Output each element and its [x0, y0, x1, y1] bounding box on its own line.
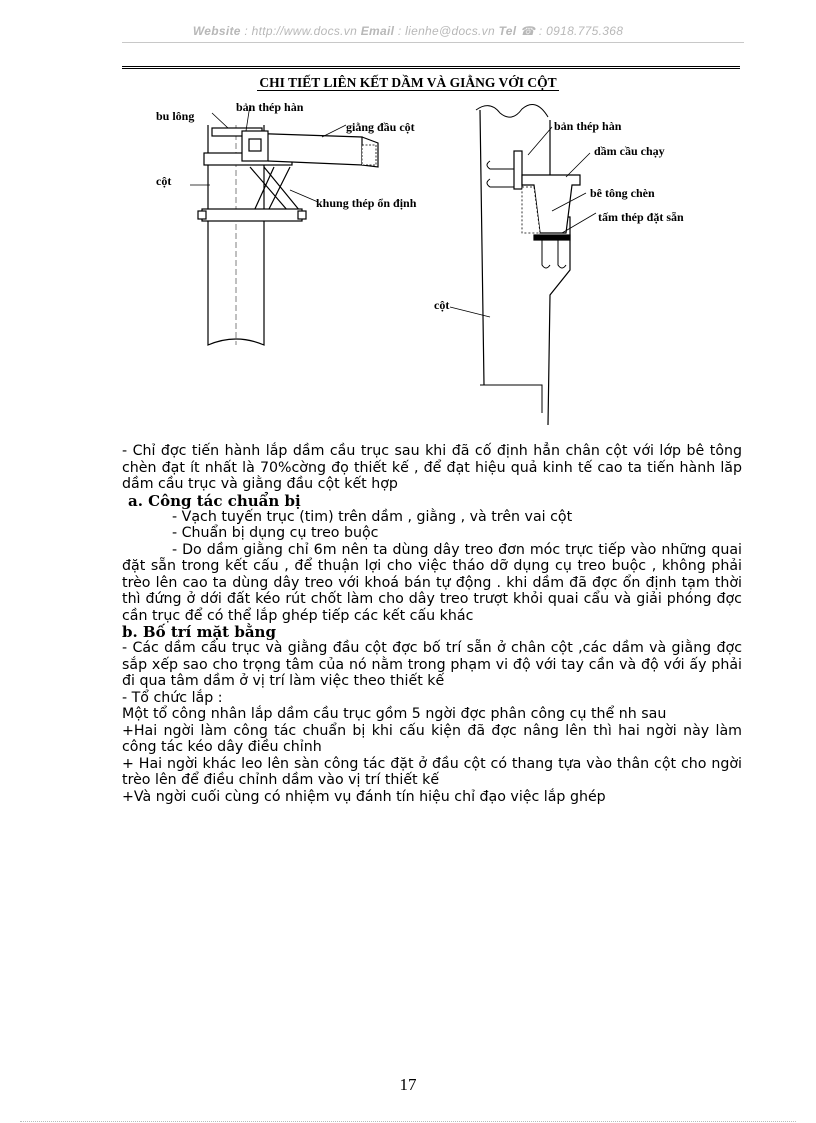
page-header: [0, 24, 816, 38]
bracket-frame: [250, 167, 300, 211]
corbel-column: [480, 110, 570, 425]
prep-item-2: - Chuẩn bị dụng cụ treo buộc: [172, 525, 379, 541]
layout-paragraph-2: - Tổ chức lắp :: [122, 689, 223, 706]
layout-paragraph-1: - Các dầm cầu trục và giằng đầu cột đợc bố trí sẵn ở chân cột ,các dầm và giằng đợc sắp xếp sao cho trọng tâm của nó nằm trong phạm vi độ với tay cần và độ với ấy phải đi qua tâm dầm ở vị trí làm việc theo thiết kế: [122, 640, 742, 689]
label-tam-thep: tấm thép đặt sẵn: [598, 210, 684, 224]
label-giang-dau-cot: giằng đầu cột: [346, 120, 415, 134]
top-rule: [122, 66, 740, 71]
embedded-plate: [534, 235, 570, 240]
label-khung-thep: khung thép ổn định: [316, 196, 417, 210]
tel-label: Tel: [498, 24, 517, 38]
label-cot-right: cột: [434, 298, 450, 312]
layout-paragraph-6: +Và ngời cuối cùng có nhiệm vụ đánh tín hiệu chỉ đạo việc lắp ghép: [122, 788, 606, 805]
weld-plate: [242, 131, 268, 161]
prep-item-1: - Vạch tuyến trục (tim) trên dầm , giằng , và trên vai cột: [172, 508, 573, 525]
email-address: : lienhe@docs.vn: [397, 24, 495, 38]
connection-detail-diagram: [150, 95, 750, 425]
prep-item-3: - Do dầm giằng chỉ 6m nên ta dùng dây treo đơn móc trực tiếp vào những quai đặt sẵn trong kết cấu , để thuận lợi cho việc tháo dỡ dụng cụ treo buộc , không phải trèo lên cao ta dùng dây treo với khoá bán tự động . khi dầm đã đợc ổn định tạm thời thì đứng ở dới đất kéo rút chốt làm cho dây treo trượt khỏi quai cẩu và giải phóng đợc cần trục để có thể lắp ghép tiếp các kết cấu khác: [122, 541, 742, 624]
intro-paragraph: - Chỉ đợc tiến hành lắp dầm cầu trục sau khi đã cố định hẳn chân cột với lớp bê tông chèn đạt ít nhất là 70%cờng đọ thiết kế , để đạt hiệu quả kinh tế cao ta tiến hành lăp dầm cầu trục và giằng đầu cột kết hợp: [122, 443, 742, 492]
label-be-tong-chen: bê tông chèn: [590, 186, 655, 200]
label-dam-cau-chay: dầm cầu chạy: [594, 144, 665, 158]
label-ban-thep-han-left: bản thép hàn: [236, 100, 304, 114]
figure-title: CHI TIẾT LIÊN KẾT DẦM VÀ GIẰNG VỚI CỘT: [259, 75, 557, 90]
footer-divider: [20, 1121, 796, 1122]
layout-paragraph-3: Một tổ công nhân lắp dầm cầu trục gồm 5 ngời đợc phân công cụ thể nh sau: [122, 706, 667, 722]
page-number: 17: [399, 1075, 417, 1094]
lower-band: [202, 209, 302, 221]
website-url: : http://www.docs.vn: [244, 24, 358, 38]
section-a-heading: a. Công tác chuẩn bị: [128, 491, 301, 510]
label-cot-left: cột: [156, 174, 172, 188]
layout-paragraph-5: + Hai ngời khác leo lên sàn công tác đặt ở đầu cột có thang tựa vào thân cột cho ngời trèo lên để điều chỉnh dầm vào vị trí thiết kế: [122, 755, 742, 788]
section-b-heading: b. Bố trí mặt bằng: [122, 623, 276, 641]
header-divider: [122, 42, 744, 43]
website-label: Website: [192, 24, 241, 38]
email-label: Email: [360, 24, 395, 38]
tel-number: ☎ : 0918.775.368: [520, 24, 624, 38]
label-bu-long: bu lông: [156, 109, 195, 123]
body-text: [122, 443, 742, 805]
layout-paragraph-4: +Hai ngời làm công tác chuẩn bị khi cấu kiện đã đợc nâng lên thì hai ngời này làm công tác kéo dây điều chỉnh: [122, 722, 742, 755]
label-ban-thep-han-right: bản thép hàn: [554, 119, 622, 133]
